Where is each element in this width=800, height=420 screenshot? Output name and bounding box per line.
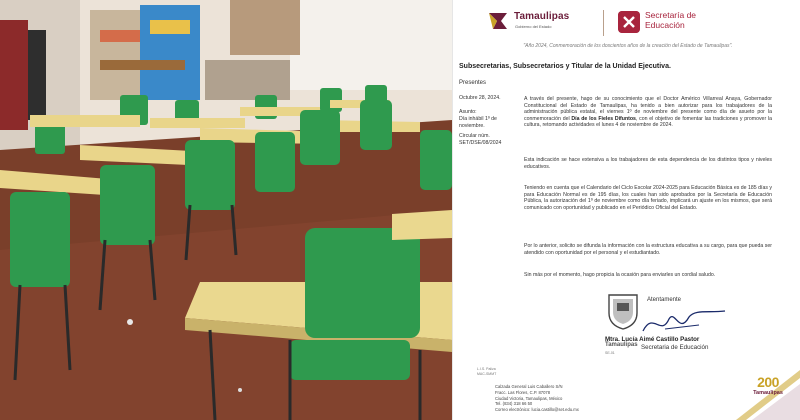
footer-street: Calzada General Luis Caballero S/N xyxy=(495,384,563,389)
signer-name: Mtra. Lucía Aimé Castillo Pastor xyxy=(605,336,700,343)
document-header xyxy=(487,8,787,42)
bicentennial-logo xyxy=(750,374,786,408)
state-subtitle: Gobierno del Estado xyxy=(515,24,552,29)
footer-neighborhood: Fracc. Las Flores, C.P. 87078 xyxy=(495,389,551,395)
ccp-2: MAC-SMMT xyxy=(477,371,497,376)
header-divider xyxy=(603,10,604,36)
state-seal-icon xyxy=(605,291,641,331)
circular-value: SET/DSE/08/2024 xyxy=(459,140,502,146)
p1-after: , con el objetivo de fomentar las tradiciones y promover la cultura, retomando actividades el lunes 4 de noviembre de 2024. xyxy=(524,115,772,129)
footer-city: Ciudad Victoria, Tamaulipas, México xyxy=(495,395,563,401)
subject-value: Día inhábil 1º de noviembre. xyxy=(459,116,497,129)
footer-phone: Tel. (834) 318 66 50 xyxy=(495,401,533,407)
subject-label: Asunto: xyxy=(459,109,477,115)
bicentennial-number: 200 xyxy=(757,374,779,390)
circular-number xyxy=(459,133,519,147)
paragraph-extension: Esta indicación se hace extensiva a los trabajadores de esta dependencia de los distintos tipos y niveles educativos. xyxy=(524,157,772,170)
tamaulipas-logo-icon xyxy=(487,10,509,32)
secretariat-name: Secretaría de Educación xyxy=(645,10,697,30)
signer-role: Secretaria de Educación xyxy=(641,344,709,351)
paragraph-request: Por lo anterior, solicito se difunda la información con la estructura educativa a su cargo, para que pueda ser atendido con oportunidad por el personal y el estudiantado. xyxy=(524,243,772,256)
state-name: Tamaulipas xyxy=(514,11,570,22)
seal-reference: SE-01 xyxy=(605,351,615,355)
footer-email: Correo electrónico: lucia.castillo@set.edu.mx xyxy=(495,407,579,413)
address-footer xyxy=(495,384,579,413)
bicentennial-word: Tamaulipas xyxy=(753,390,783,396)
tamaulipas-stamp: Tamaulipas xyxy=(605,342,638,348)
ccp-list xyxy=(477,367,496,376)
paragraph-calendar: Teniendo en cuenta que el Calendario del Ciclo Escolar 2024-2025 para Educación Básica es de 185 días y para Educación Normal es de 195 días, los cuales han sido aprobados por la Secretaría de Educación Pública, la autorización del 1º de noviembre como día feriado, implicará un ajuste en los mismos, que será comunicado con oportunidad y publicado en el Periódico Oficial del Estado. xyxy=(524,185,772,211)
p1-before: A través del presente, hago de su conocimiento que el Doctor Américo Villarreal Anaya, Gobernador Constitucional del Estado de Tamaulipas, ha tenido a bien autorizar para los trabajadores de la administración pública estatal, el viernes 1º de noviembre del presente como día de asueto por la conmemoración del xyxy=(524,96,772,122)
document-subject xyxy=(459,109,519,130)
paragraph-closing: Sin más por el momento, hago propicia la ocasión para enviarles un cordial saludo. xyxy=(524,272,716,278)
circular-label: Circular núm. xyxy=(459,133,490,139)
year-motto: "Año 2024, Conmemoración de los doscientos años de la creación del Estado de Tamaulipas". xyxy=(523,43,733,49)
document-date: Octubre 28, 2024. xyxy=(459,95,501,101)
addressee: Subsecretarias, Subsecretarios y Titular de la Unidad Ejecutiva. xyxy=(459,63,671,70)
secretariat-logo-icon xyxy=(618,11,640,33)
p1-bold: Día de los Fieles Difuntos xyxy=(571,115,636,122)
farewell: Atentamente xyxy=(647,297,682,303)
greeting: Presentes xyxy=(459,80,487,86)
paragraph-announcement xyxy=(524,96,772,129)
ccp-1: L.I.S. Paliza xyxy=(477,367,496,371)
handwritten-signature-icon xyxy=(639,307,729,337)
corner-decoration xyxy=(716,364,800,420)
official-circular-document xyxy=(452,0,800,420)
